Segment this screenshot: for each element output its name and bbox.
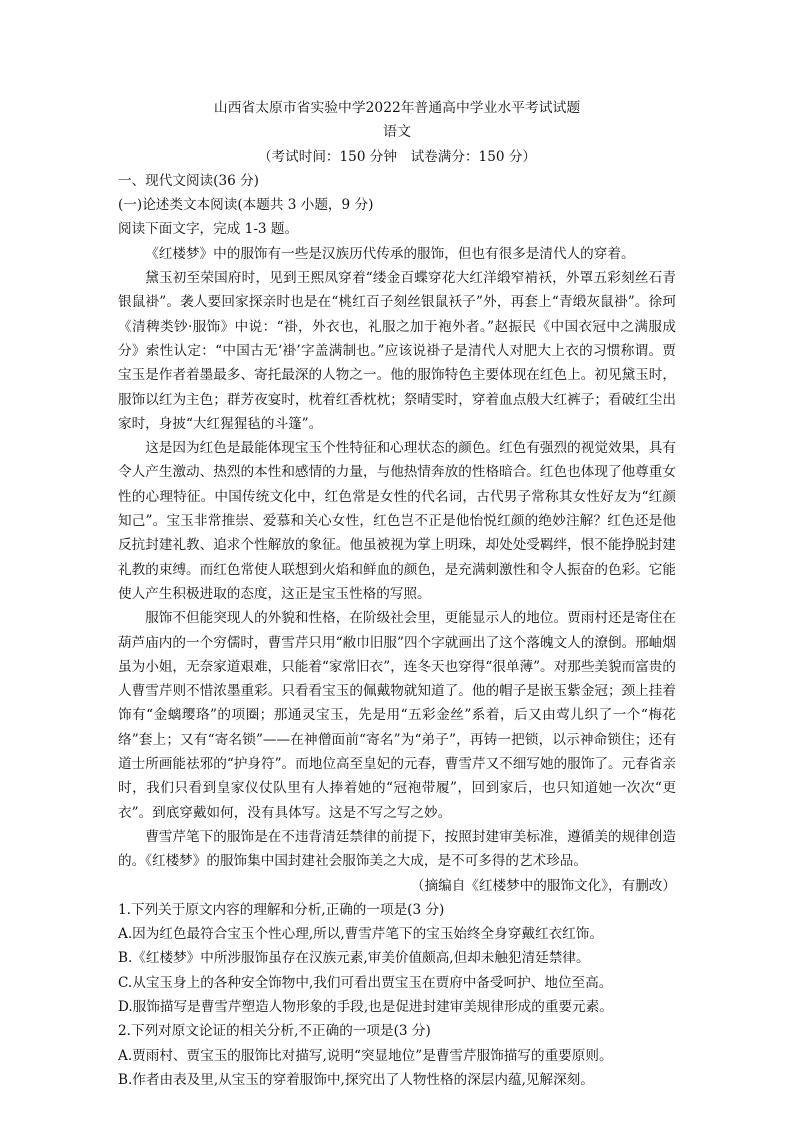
question-1-option-c: C.从宝玉身上的各种安全饰物中,我们可看出贾宝玉在贾府中备受呵护、地位至高。 xyxy=(118,974,613,991)
section-heading: 一、现代文阅读(36 分) xyxy=(118,172,259,189)
question-1-stem: 1.下列关于原文内容的理解和分析,正确的一项是(3 分) xyxy=(118,901,445,918)
exam-title: 山西省太原市省实验中学2022年普通高中学业水平考试试题 xyxy=(213,100,581,116)
exam-info: （考试时间：150 分钟 试卷满分：150 分） xyxy=(257,148,537,165)
exam-subject: 语文 xyxy=(383,124,411,141)
question-2-stem: 2.下列对原文论证的相关分析,不正确的一项是(3 分) xyxy=(118,1023,431,1040)
passage-paragraph-1: 《红楼梦》中的服饰有一些是汉族历代传承的服饰，但也有很多是清代人的穿着。 xyxy=(145,245,635,262)
question-1-option-a: A.因为红色最符合宝玉个性心理,所以,曹雪芹笔下的宝玉始终全身穿戴红衣红饰。 xyxy=(118,926,603,943)
passage-paragraph-2: 黛玉初至荣国府时，见到王熙凤穿着“缕金百蝶穿花大红洋缎窄褃袄，外罩五彩刻丝石青银鼠褂”。袭人要回家探亲时也是在“桃红百子刻丝银鼠袄子”外，再套上“青缎灰鼠褂”。徐珂《清稗类钞·服饰》中说：“褂，外衣也，礼服之加于袍外者。”赵振民《中国衣冠中之满服成分》索性认定：“中国古无‘褂’字盖满制也。”应该说褂子是清代人对肥大上衣的习惯称谓。贾宝玉是作者着墨最多、寄托最深的人物之一。他的服饰特色主要体现在红色上。初见黛玉时，服饰以红为主色；群芳夜宴时，枕着红香枕枕；祭晴雯时，穿着血点般大红裤子；看破红尘出家时，身披“大红猩猩毡的斗篷”。 xyxy=(118,270,676,432)
reading-instruction: 阅读下面文字，完成 1-3 题。 xyxy=(118,221,299,238)
passage-paragraph-4: 服饰不但能突现人的外貌和性格，在阶级社会里，更能显示人的地位。贾雨村还是寄住在葫芦庙内的一个穷儒时，曹雪芹只用“敝巾旧服”四个字就画出了这个落魄文人的潦倒。邢岫烟虽为小姐，无奈家道艰难，只能着“家常旧衣”，连冬天也穿得“很单薄”。对那些美貌而富贵的人曹雪芹则不惜浓墨重彩。只看看宝玉的佩戴物就知道了。他的帽子是嵌玉紫金冠；颈上挂着饰有“金螭璎珞”的项圈；那通灵宝玉，先是用“五彩金丝”系着，后又由莺儿织了一个“梅花络”套上；又有“寄名锁”——在神僧面前“寄名”为“弟子”，再铸一把锁，以示神命锁住；还有道士所画能祛邪的“护身符”。而地位高至皇妃的元春，曹雪芹又不细写她的服饰了。元春省亲时，我们只看到皇家仪仗队里有人捧着她的“冠袍带履”，回到家后，也只知道她一次次“更衣”。到底穿戴如何，没有具体写。这是不写之写之妙。 xyxy=(118,610,676,821)
question-1-option-b: B.《红楼梦》中所涉服饰虽存在汉族元素,审美价值颇高,但却未触犯清廷禁律。 xyxy=(118,950,590,967)
exam-page xyxy=(118,96,676,1092)
question-1-option-d: D.服饰描写是曹雪芹塑造人物形象的手段,也是促进封建审美规律形成的重要元素。 xyxy=(118,998,613,1015)
passage-paragraph-5: 曹雪芹笔下的服饰是在不违背清廷禁律的前提下，按照封建审美标准，遵循美的规律创造的。《红楼梦》的服饰集中国封建社会服饰美之大成，是不可多得的艺术珍品。 xyxy=(118,828,676,870)
passage-paragraph-3: 这是因为红色是最能体现宝玉个性特征和心理状态的颜色。红色有强烈的视觉效果，具有令人产生激动、热烈的本性和感情的力量，与他热情奔放的性格暗合。红色也体现了他尊重女性的心理特征。中国传统文化中，红色常是女性的代名词，古代男子常称其女性好友为“红颜知己”。宝玉非常推崇、爱慕和关心女性，红色岂不正是他怡悦红颜的绝妙注解？红色还是他反抗封建礼教、追求个性解放的象征。他虽被视为掌上明珠，却处处受羁绊，恨不能挣脱封建礼教的束缚。而红色常使人联想到火焰和鲜血的颜色，是充满刺激性和令人振奋的色彩。它能使人产生积极进取的态度，这正是宝玉性格的写照。 xyxy=(118,440,676,602)
passage-source: （摘编自《红楼梦中的服饰文化》，有删改） xyxy=(410,877,676,894)
question-2-option-a: A.贾雨村、贾宝玉的服饰比对描写,说明“突显地位”是曹雪芹服饰描写的重要原则。 xyxy=(118,1047,613,1064)
section-subheading: (一)论述类文本阅读(本题共 3 小题，9 分) xyxy=(118,197,374,214)
question-2-option-b: B.作者由表及里,从宝玉的穿着服饰中,探究出了人物性格的深层内蕴,见解深刻。 xyxy=(118,1071,594,1088)
